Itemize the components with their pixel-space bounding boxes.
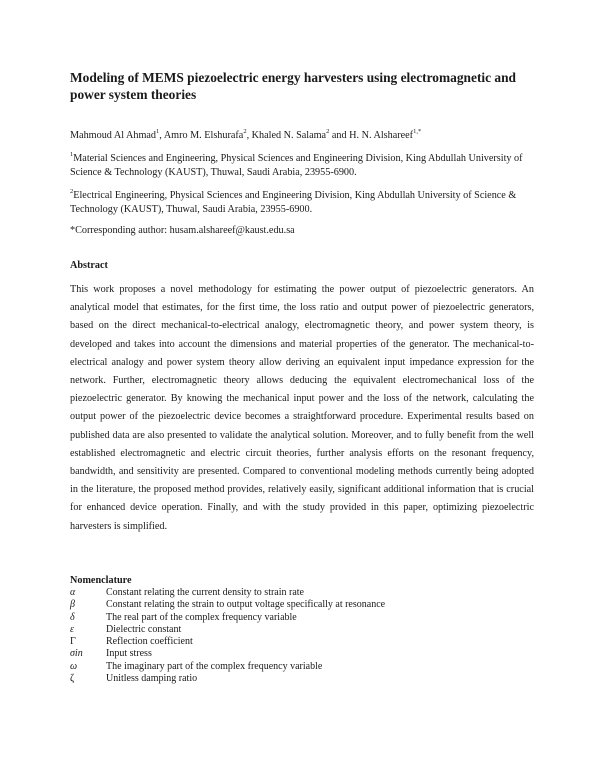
author-mark: 1	[156, 127, 160, 135]
nomenclature-desc: Unitless damping ratio	[106, 673, 198, 685]
abstract-text: This work proposes a novel methodology for estimating the power output of piezoelectric generators. An analytical model that estimates, for the first time, the loss ratio and output power of piezoelectric generators, based on the direct mechanical-to-electrical analogy, electromagnetic theory, and power system theory, is developed and takes into account the dimensions and material properties of the generator. The mechanical-to-electrical analogy and power system theory allow deriving an equivalent input impedance expression for the network. Further, electromagnetic theory allows deducing the equivalent electromechanical loss of the piezoelectric generator. By knowing the mechanical input power and the loss of the network, calculating the output power of the piezoelectric device becomes a straightforward procedure. Experimental results based on published data are also presented to validate the analytical solution. Moreover, and to fully benefit from the well established electromagnetic and electric circuit theories, further analysis efforts on the resonant frequency, bandwidth, and sensitivity are presented. Compared to conventional modeling methods currently being adopted in the literature, the proposed method provides, relatively easily, significant additional information that is crucial for enhanced device operation. Finally, and with the study provided in this paper, optimizing piezoelectric harvesters is simplified.	[70, 284, 534, 532]
nomenclature-desc: Reflection coefficient	[106, 636, 193, 648]
nomenclature-row	[70, 624, 530, 636]
nomenclature-desc: Constant relating the current density to strain rate	[106, 587, 304, 598]
nomenclature-desc: The imaginary part of the complex frequency variable	[106, 660, 323, 672]
paper-title: Modeling of MEMS piezoelectric energy harvesters using electromagnetic and power system theories	[70, 70, 517, 102]
nomenclature-row	[70, 673, 530, 685]
affiliation-mark: 1	[70, 150, 74, 158]
nomenclature-desc: Constant relating the strain to output voltage specifically at resonance	[106, 599, 386, 611]
abstract-heading: Abstract	[70, 260, 108, 271]
nomenclature-row	[70, 587, 530, 599]
affiliation-text: Material Sciences and Engineering, Physical Sciences and Engineering Division, King Abdullah University of Science & Technology (KAUST), Thuwal, Saudi Arabia, 23955-6900.	[70, 153, 523, 178]
nomenclature-symbol: β	[70, 599, 75, 611]
affiliation-1	[70, 152, 540, 179]
nomenclature-symbol: Γ	[70, 636, 76, 648]
nomenclature-symbol: σin	[70, 648, 83, 660]
author-mark: 2	[326, 127, 330, 135]
nomenclature-symbol: α	[70, 587, 76, 598]
nomenclature-symbol: ε	[70, 623, 74, 635]
nomenclature-list	[70, 587, 530, 685]
nomenclature-desc: The real part of the complex frequency variable	[106, 611, 297, 623]
nomenclature-row	[70, 661, 530, 673]
author-name: Khaled N. Salama	[251, 130, 327, 141]
nomenclature-row	[70, 599, 530, 611]
nomenclature-row	[70, 612, 530, 624]
author-mark: 1,*	[413, 127, 422, 135]
corresponding-author: *Corresponding author: husam.alshareef@kaust.edu.sa	[70, 225, 295, 236]
author-mark: 2	[243, 127, 247, 135]
nomenclature-row	[70, 648, 530, 660]
nomenclature-desc: Dielectric constant	[106, 623, 182, 635]
author-list: Mahmoud Al Ahmad$^1$, Amro M. Elshurafa$^2$, Khaled N. Salama$^2$ and H. N. Alshareef$^{1,*}$	[70, 127, 422, 141]
nomenclature-symbol: δ	[70, 611, 75, 623]
nomenclature-row	[70, 636, 530, 648]
nomenclature-desc: Input stress	[106, 648, 152, 660]
author-name: H. N. Alshareef	[349, 130, 414, 141]
affiliation-text: Electrical Engineering, Physical Sciences and Engineering Division, King Abdullah University of Science & Technology (KAUST), Thuwal, Saudi Arabia, 23955-6900.	[70, 190, 517, 215]
affiliation-2	[70, 189, 540, 216]
author-name: Amro M. Elshurafa	[163, 130, 244, 141]
nomenclature-heading: Nomenclature	[70, 575, 132, 586]
nomenclature-symbol: ω	[70, 660, 78, 672]
author-name: Mahmoud Al Ahmad	[70, 130, 157, 141]
affiliation-mark: 2	[70, 187, 74, 195]
nomenclature-symbol: ζ	[70, 673, 75, 685]
